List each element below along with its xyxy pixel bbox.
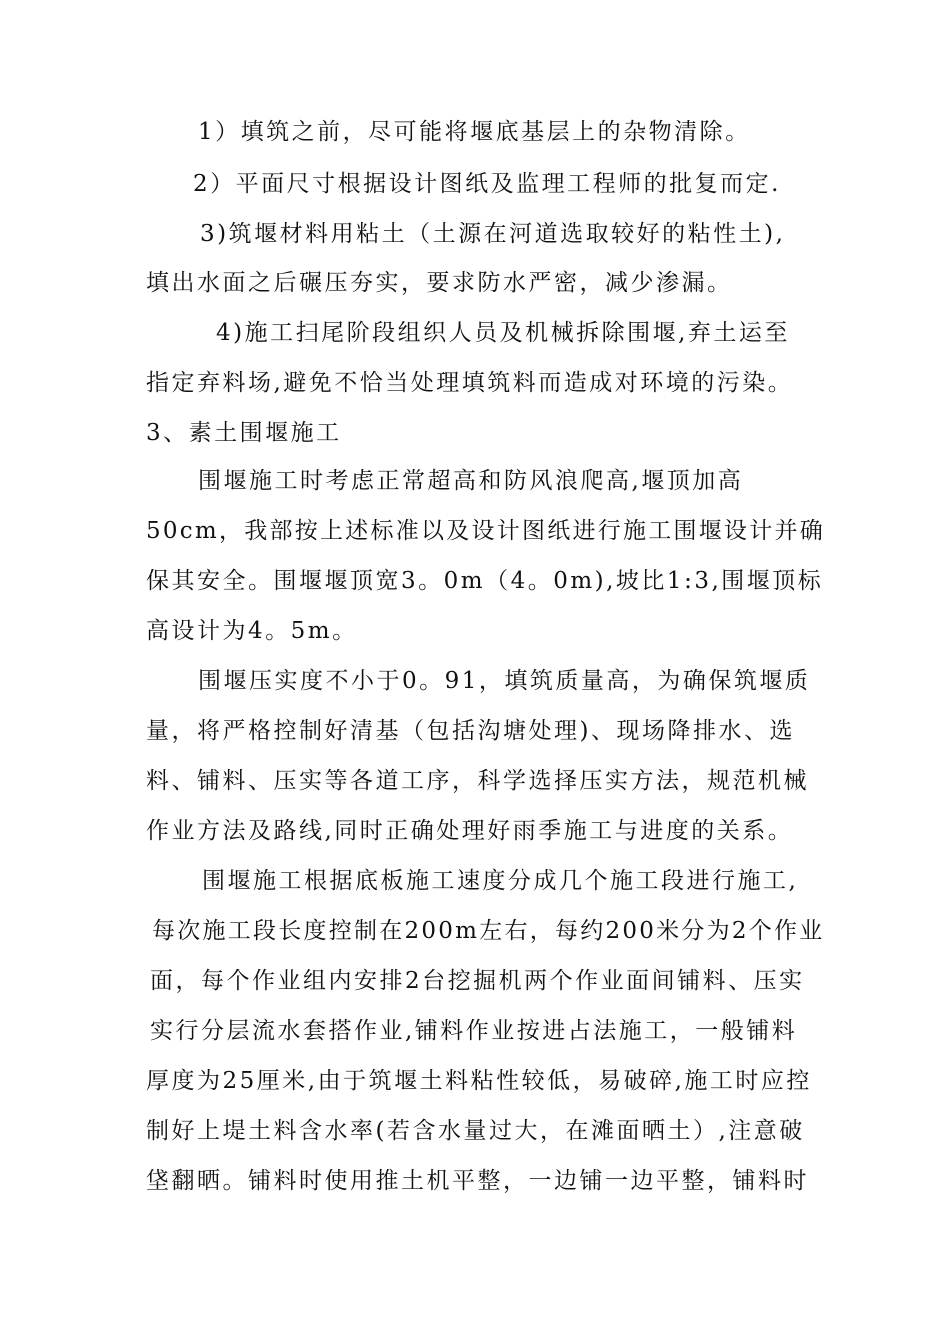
paragraph-2-line-4: 作业方法及路线,同时正确处理好雨季施工与进度的关系。 (146, 818, 794, 844)
paragraph-3-line-4: 实行分层流水套搭作业,铺料作业按进占法施工，一般铺料 (150, 1018, 798, 1044)
item-4-line-2: 指定弃料场,避免不恰当处理填筑料而造成对环境的污染。 (146, 370, 794, 396)
item-4-line-1: 4)施工扫尾阶段组织人员及机械拆除围堰,弃土运至 (216, 320, 790, 346)
item-3-line-1: 3)筑堰材料用粘土（土源在河道选取较好的粘性土), (200, 221, 786, 247)
paragraph-1-line-4: 高设计为4。5m。 (146, 618, 358, 644)
section-heading: 3、素土围堰施工 (146, 420, 342, 446)
paragraph-3-line-2: 每次施工段长度控制在200m左右，每约200米分为2个作业 (152, 918, 825, 944)
item-3-line-2: 填出水面之后碾压夯实，要求防水严密，减少渗漏。 (146, 270, 733, 296)
item-1-line: 1）填筑之前，尽可能将堰底基层上的杂物清除。 (198, 119, 751, 145)
paragraph-3-line-6: 制好上堤土料含水率(若含水量过大，在滩面晒土）,注意破 (146, 1118, 805, 1144)
item-2-line: 2）平面尺寸根据设计图纸及监理工程师的批复而定. (193, 171, 781, 197)
paragraph-3-line-3: 面，每个作业组内安排2台挖掘机两个作业面间铺料、压实 (150, 968, 805, 994)
paragraph-3-line-5: 厚度为25厘米,由于筑堰土料粘性较低，易破碎,施工时应控 (146, 1068, 812, 1094)
paragraph-2-line-1: 围堰压实度不小于0。91，填筑质量高，为确保筑堰质 (198, 668, 811, 694)
paragraph-1-line-2: 50cm，我部按上述标准以及设计图纸进行施工围堰设计并确 (146, 518, 825, 544)
paragraph-3-line-1: 围堰施工根据底板施工速度分成几个施工段进行施工, (202, 868, 799, 894)
paragraph-2-line-3: 料、铺料、压实等各道工序，科学选择压实方法，规范机械 (146, 768, 809, 794)
paragraph-3-line-7: 垡翻晒。铺料时使用推土机平整，一边铺一边平整，铺料时 (146, 1168, 809, 1194)
paragraph-1-line-3: 保其安全。围堰堰顶宽3。0m（4。0m),坡比1:3,围堰顶标 (146, 568, 824, 594)
paragraph-1-line-1: 围堰施工时考虑正常超高和防风浪爬高,堰顶加高 (198, 468, 744, 494)
paragraph-2-line-2: 量，将严格控制好清基（包括沟塘处理)、现场降排水、选 (146, 718, 795, 744)
